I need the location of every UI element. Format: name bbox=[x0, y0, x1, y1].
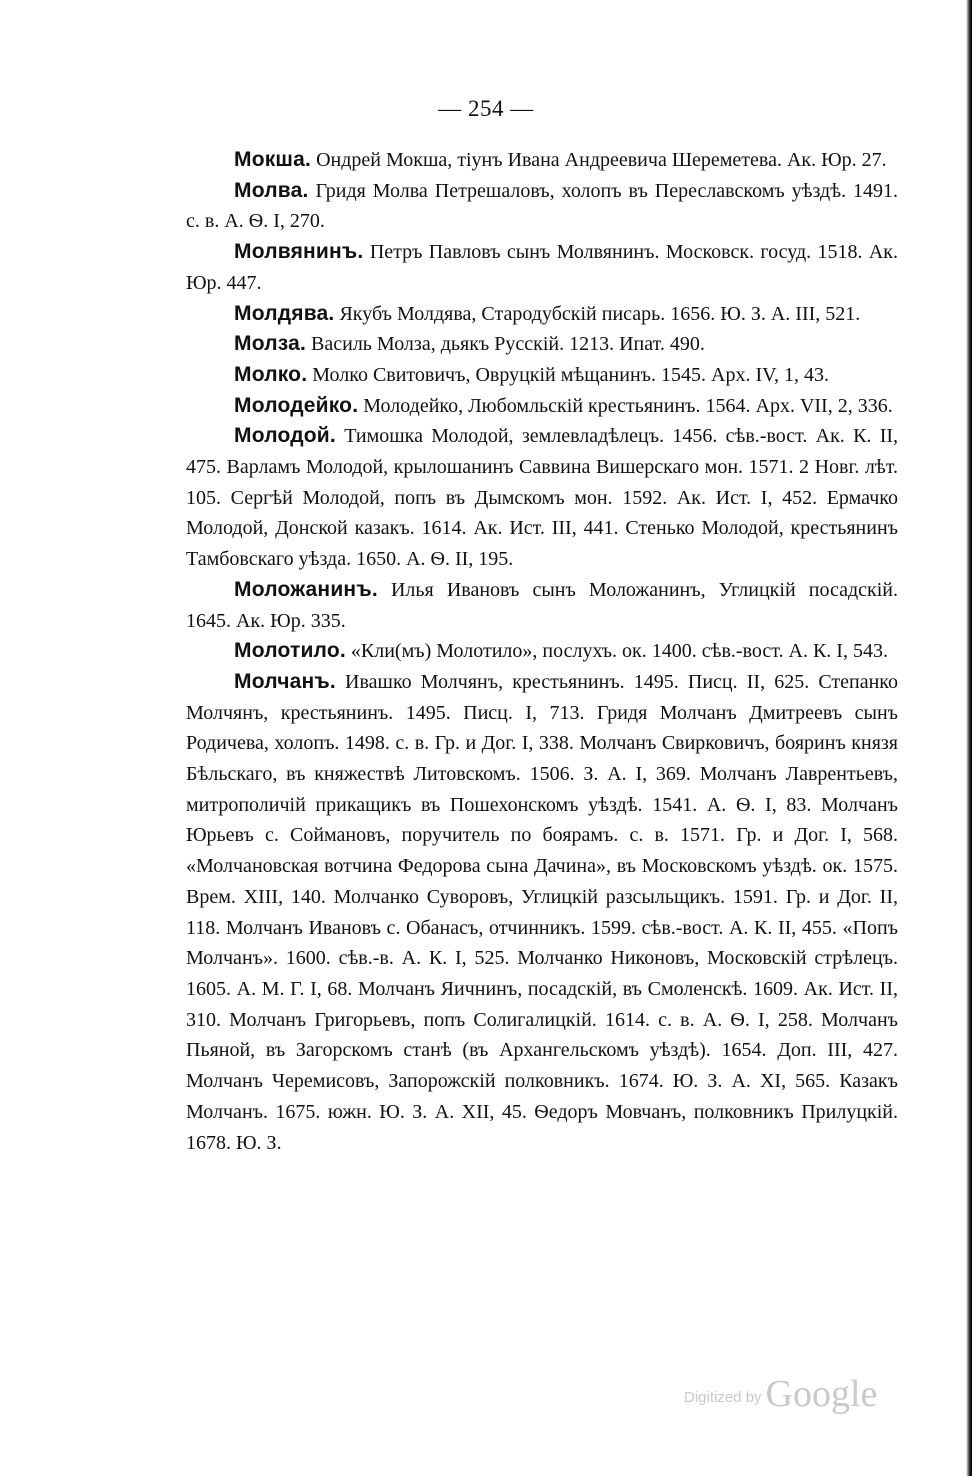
entry-text: Молодейко, Любомльскiй крестьянинъ. 1564. Арх. VII, 2, 336. bbox=[363, 394, 893, 417]
digitized-by-google-watermark bbox=[684, 1372, 894, 1422]
entry-text: Василь Молза, дьякъ Русскiй. 1213. Ипат. 490. bbox=[311, 333, 705, 356]
entry-molodoi bbox=[186, 421, 898, 575]
entry-head: Молко. bbox=[234, 362, 308, 386]
entry-text: Ивашко Молчянъ, крестьянинъ. 1495. Писц. II, 625. Степанко Молчянъ, крестьянинъ. 1495. Писц. I, 713. Гридя Молчанъ Дмитреевъ сынъ Родичева, холопъ. 1498. с. в. Гр. и Дог. I, 338. Молчанъ Свирковичъ, бояринъ князя Бѣльскаго, въ княжествѣ Литовскомъ. 1506. З. А. I, 369. Молчанъ Лаврентьевъ, митрополичiй прикащикъ въ Пошехонскомъ уѣздѣ. 1541. А. Ѳ. I, 83. Молчанъ Юрьевъ с. Соймановъ, поручитель по боярамъ. с. в. 1571. Гр. и Дог. I, 568. «Молчановская вотчина Федорова сына Дачина», въ Московскомъ уѣздѣ. ок. 1575. Врем. XIII, 140. Молчанко Суворовъ, Углицкiй разсыльщикъ. 1591. Гр. и Дог. II, 118. Молчанъ Ивановъ с. Обанасъ, отчинникъ. 1599. сѣв.-вост. А. К. II, 455. «Попъ Молчанъ». 1600. сѣв.-в. А. К. I, 525. Молчанко Никоновъ, Московскiй стрѣлецъ. 1605. А. М. Г. I, 68. Молчанъ Яичнинъ, посадскiй, въ Смоленскѣ. 1609. Ак. Ист. II, 310. Молчанъ Григорьевъ, попъ Солигалицкiй. 1614. с. в. А. Ѳ. I, 258. Молчанъ Пьяной, въ Загорскомъ станѣ (въ Архангельскомъ уѣздѣ). 1654. Доп. III, 427. Молчанъ Черемисовъ, Запорожскiй полковникъ. 1674. Ю. З. А. XI, 565. Казакъ Молчанъ. 1675. южн. Ю. З. А. XII, 45. Ѳедоръ Мовчанъ, полковникъ Прилуцкiй. 1678. Ю. З. bbox=[186, 670, 898, 1154]
entry-molko bbox=[186, 360, 898, 391]
entry-text: Ондрей Мокша, тiунъ Ивана Андреевича Шереметева. Ак. Юр. 27. bbox=[316, 149, 887, 171]
entry-molchan bbox=[186, 667, 898, 1158]
entry-text: Тимошка Молодой, землевладѣлецъ. 1456. сѣв.-вост. Ак. К. II, 475. Варламъ Молодой, крылошанинъ Саввина Вишерскаго мон. 1571. 2 Новг. лѣт. 105. Сергѣй Молодой, попъ въ Дымскомъ мон. 1592. Ак. Ист. I, 452. Ермачко Молодой, Донской казакъ. 1614. Ак. Ист. III, 441. Стенько Молодой, крестьянинъ Тамбовскаго уѣзда. 1650. А. Ѳ. II, 195. bbox=[186, 425, 899, 571]
entry-head: Молвянинъ. bbox=[234, 240, 364, 264]
entry-text: Якубъ Молдява, Стародубскiй писарь. 1656. Ю. З. А. III, 521. bbox=[339, 302, 861, 325]
google-logo-text: Google bbox=[765, 1373, 878, 1415]
entry-head: Молотило. bbox=[234, 639, 346, 663]
entry-molva bbox=[186, 176, 898, 237]
entry-head: Мокша. bbox=[234, 148, 312, 171]
entry-text: Молко Свитовичъ, Овруцкiй мѣщанинъ. 1545. Арх. IV, 1, 43. bbox=[312, 363, 829, 386]
entry-molotilo bbox=[186, 636, 898, 667]
scan-edge bbox=[966, 0, 972, 1476]
entry-head: Молодой. bbox=[234, 424, 336, 448]
entry-text: Илья Ивановъ сынъ Моложанинъ, Углицкiй посадскiй. 1645. Ак. Юр. 335. bbox=[186, 578, 898, 632]
entry-text: «Кли(мъ) Молотило», послухъ. ок. 1400. сѣв.-вост. А. К. I, 543. bbox=[350, 640, 888, 663]
entry-moksha bbox=[186, 145, 898, 176]
entry-text: Гридя Молва Петрешаловъ, холопъ въ Переславскомъ уѣздѣ. 1491. с. в. А. Ѳ. I, 270. bbox=[186, 179, 898, 233]
text-column bbox=[186, 145, 898, 1158]
entry-molozhanin bbox=[186, 575, 898, 636]
watermark-lead-text: Digitized by bbox=[684, 1389, 762, 1406]
entry-molvyanin bbox=[186, 237, 898, 298]
entry-text: Петръ Павловъ сынъ Молвянинъ. Московск. госуд. 1518. Ак. Юр. 447. bbox=[186, 241, 899, 294]
entry-head: Молодейко. bbox=[234, 393, 359, 417]
page-number: — 254 — bbox=[438, 96, 534, 121]
entry-head: Моложанинъ. bbox=[234, 577, 378, 601]
entry-head: Молза. bbox=[234, 332, 307, 356]
entry-head: Молва. bbox=[234, 178, 309, 202]
entry-moldyava bbox=[186, 299, 898, 330]
entry-head: Молдява. bbox=[234, 301, 335, 325]
entry-molodeiko bbox=[186, 391, 898, 422]
entry-head: Молчанъ. bbox=[234, 669, 336, 693]
entry-molza bbox=[186, 329, 898, 360]
